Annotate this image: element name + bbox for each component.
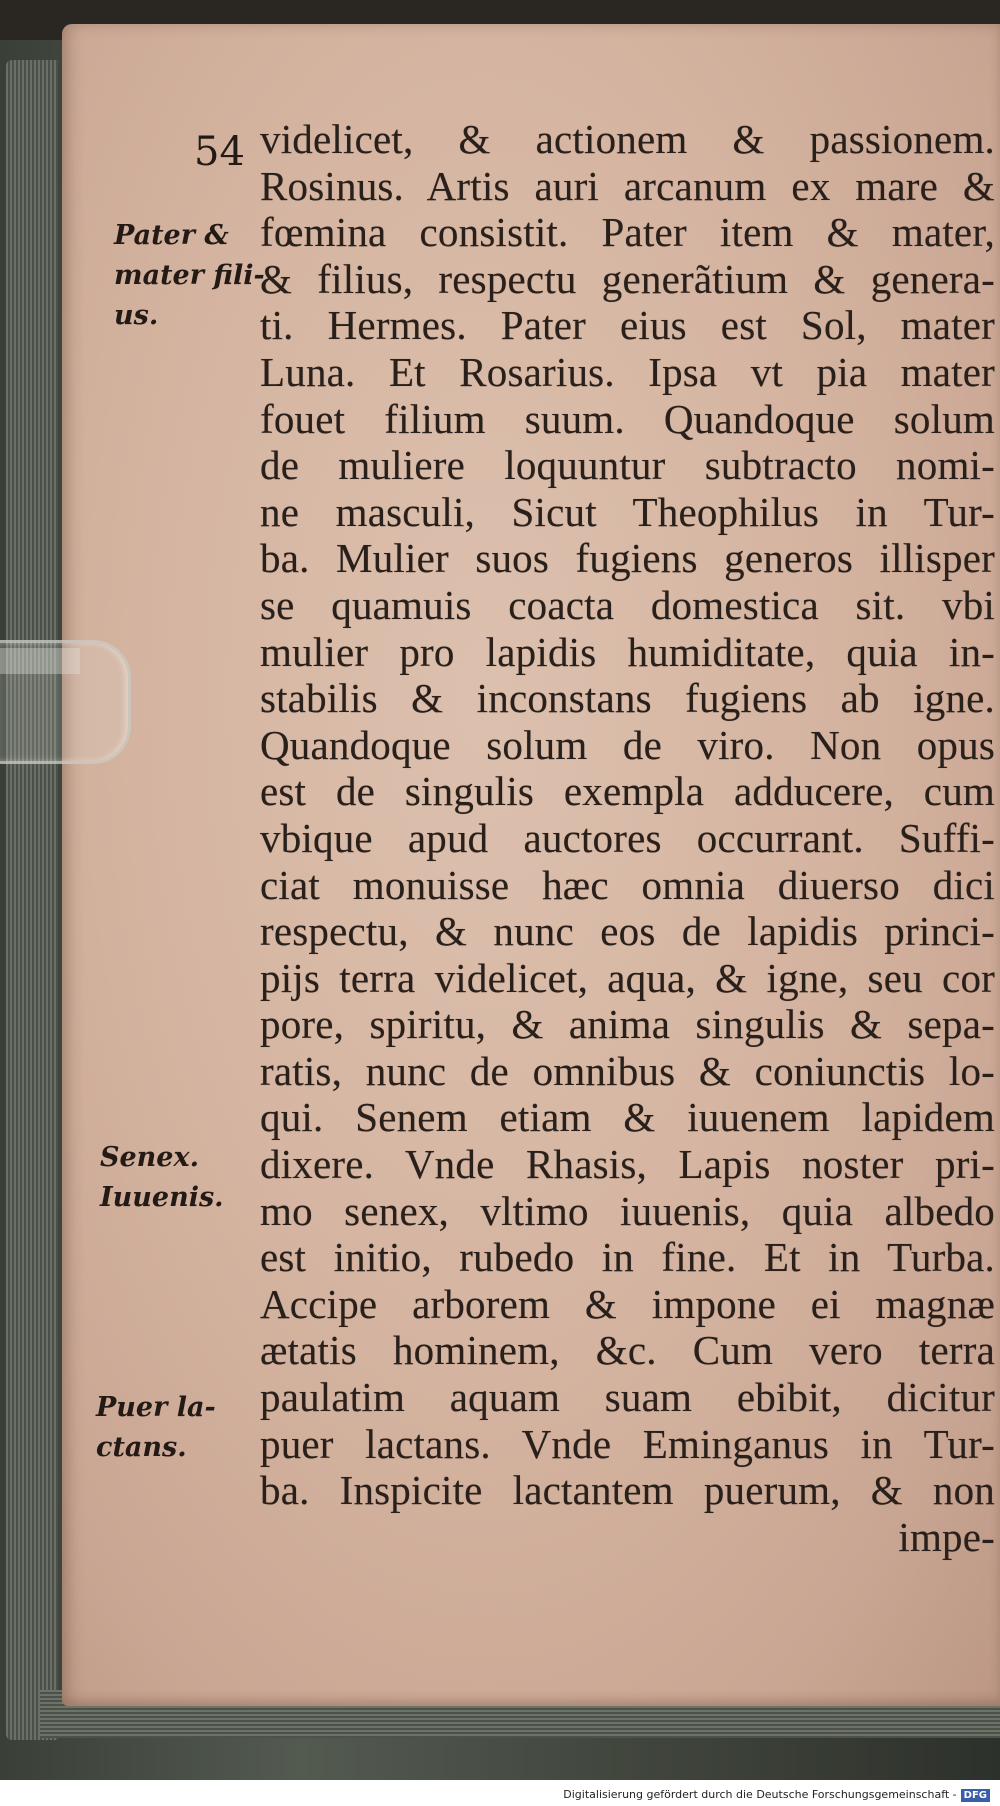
text-line: pore, spiritu, & anima singulis & sepa- <box>260 1001 995 1048</box>
text-line: Rosinus. Artis auri arcanum ex mare & <box>260 162 995 209</box>
text-line: pijs terra videlicet, aqua, & igne, seu cor <box>260 954 995 1001</box>
text-line: paulatim aquam suam ebibit, dicitur <box>260 1374 995 1421</box>
text-line: est initio, rubedo in fine. Et in Turba. <box>260 1234 995 1281</box>
text-line: Quandoque solum de viro. Non opus <box>260 721 995 768</box>
page-number: 54 <box>194 129 245 175</box>
margin-note-line: Puer la- <box>96 1392 216 1423</box>
margin-note-line: mater fili- <box>114 260 265 291</box>
text-line: ciat monuisse hæc omnia diuerso dici <box>260 861 995 908</box>
text-line: Luna. Et Rosarius. Ipsa vt pia mater <box>260 348 995 395</box>
page-clip <box>0 640 131 764</box>
page-edges-left <box>6 60 58 1740</box>
margin-note-line: Iuuenis. <box>100 1182 224 1213</box>
margin-note-line: Senex. <box>100 1142 199 1173</box>
text-line: ne masculi, Sicut Theophilus in Tur- <box>260 488 995 535</box>
text-line: stabilis & inconstans fugiens ab igne. <box>260 675 995 722</box>
margin-note-line: ctans. <box>96 1432 187 1463</box>
credit-text: Digitalisierung gefördert durch die Deutsche Forschungsgemeinschaft - <box>563 1788 957 1801</box>
text-line: ba. Mulier suos fugiens generos illisper <box>260 535 995 582</box>
text-line: dixere. Vnde Rhasis, Lapis noster pri- <box>260 1141 995 1188</box>
margin-note-puer-lactans <box>96 1388 216 1468</box>
text-line: respectu, & nunc eos de lapidis princi- <box>260 908 995 955</box>
text-line: fœmina consistit. Pater item & mater, <box>260 209 995 256</box>
text-line: ti. Hermes. Pater eius est Sol, mater <box>260 302 995 349</box>
text-line: videlicet, & actionem & passionem. <box>260 116 995 162</box>
margin-note-senex-iuuenis <box>100 1138 224 1218</box>
text-line: mulier pro lapidis humiditate, quia in- <box>260 628 995 675</box>
margin-note-line: Pater & <box>114 220 229 251</box>
text-line: Accipe arborem & impone ei magnæ <box>260 1280 995 1327</box>
body-text <box>260 116 995 1560</box>
digitization-credit <box>563 1788 990 1802</box>
dfg-logo: DFG <box>961 1789 990 1802</box>
text-line: & filius, respectu generãtium & genera- <box>260 255 995 302</box>
text-line: ætatis hominem, &c. Cum vero terra <box>260 1327 995 1374</box>
text-line: puer lactans. Vnde Eminganus in Tur- <box>260 1420 995 1467</box>
text-line: ba. Inspicite lactantem puerum, & non <box>260 1467 995 1514</box>
text-line: qui. Senem etiam & iuuenem lapidem <box>260 1094 995 1141</box>
margin-note-line: us. <box>114 300 159 331</box>
text-line: ratis, nunc de omnibus & coniunctis lo- <box>260 1047 995 1094</box>
text-line: est de singulis exempla adducere, cum <box>260 768 995 815</box>
text-line: de muliere loquuntur subtracto nomi- <box>260 442 995 489</box>
catchword: impe- <box>898 1513 995 1560</box>
text-line: mo senex, vltimo iuuenis, quia albedo <box>260 1187 995 1234</box>
margin-note-pater-mater <box>114 216 265 336</box>
text-line: vbique apud auctores occurrant. Suffi- <box>260 814 995 861</box>
text-line: fouet filium suum. Quandoque solum <box>260 395 995 442</box>
text-line: se quamuis coacta domestica sit. vbi <box>260 581 995 628</box>
